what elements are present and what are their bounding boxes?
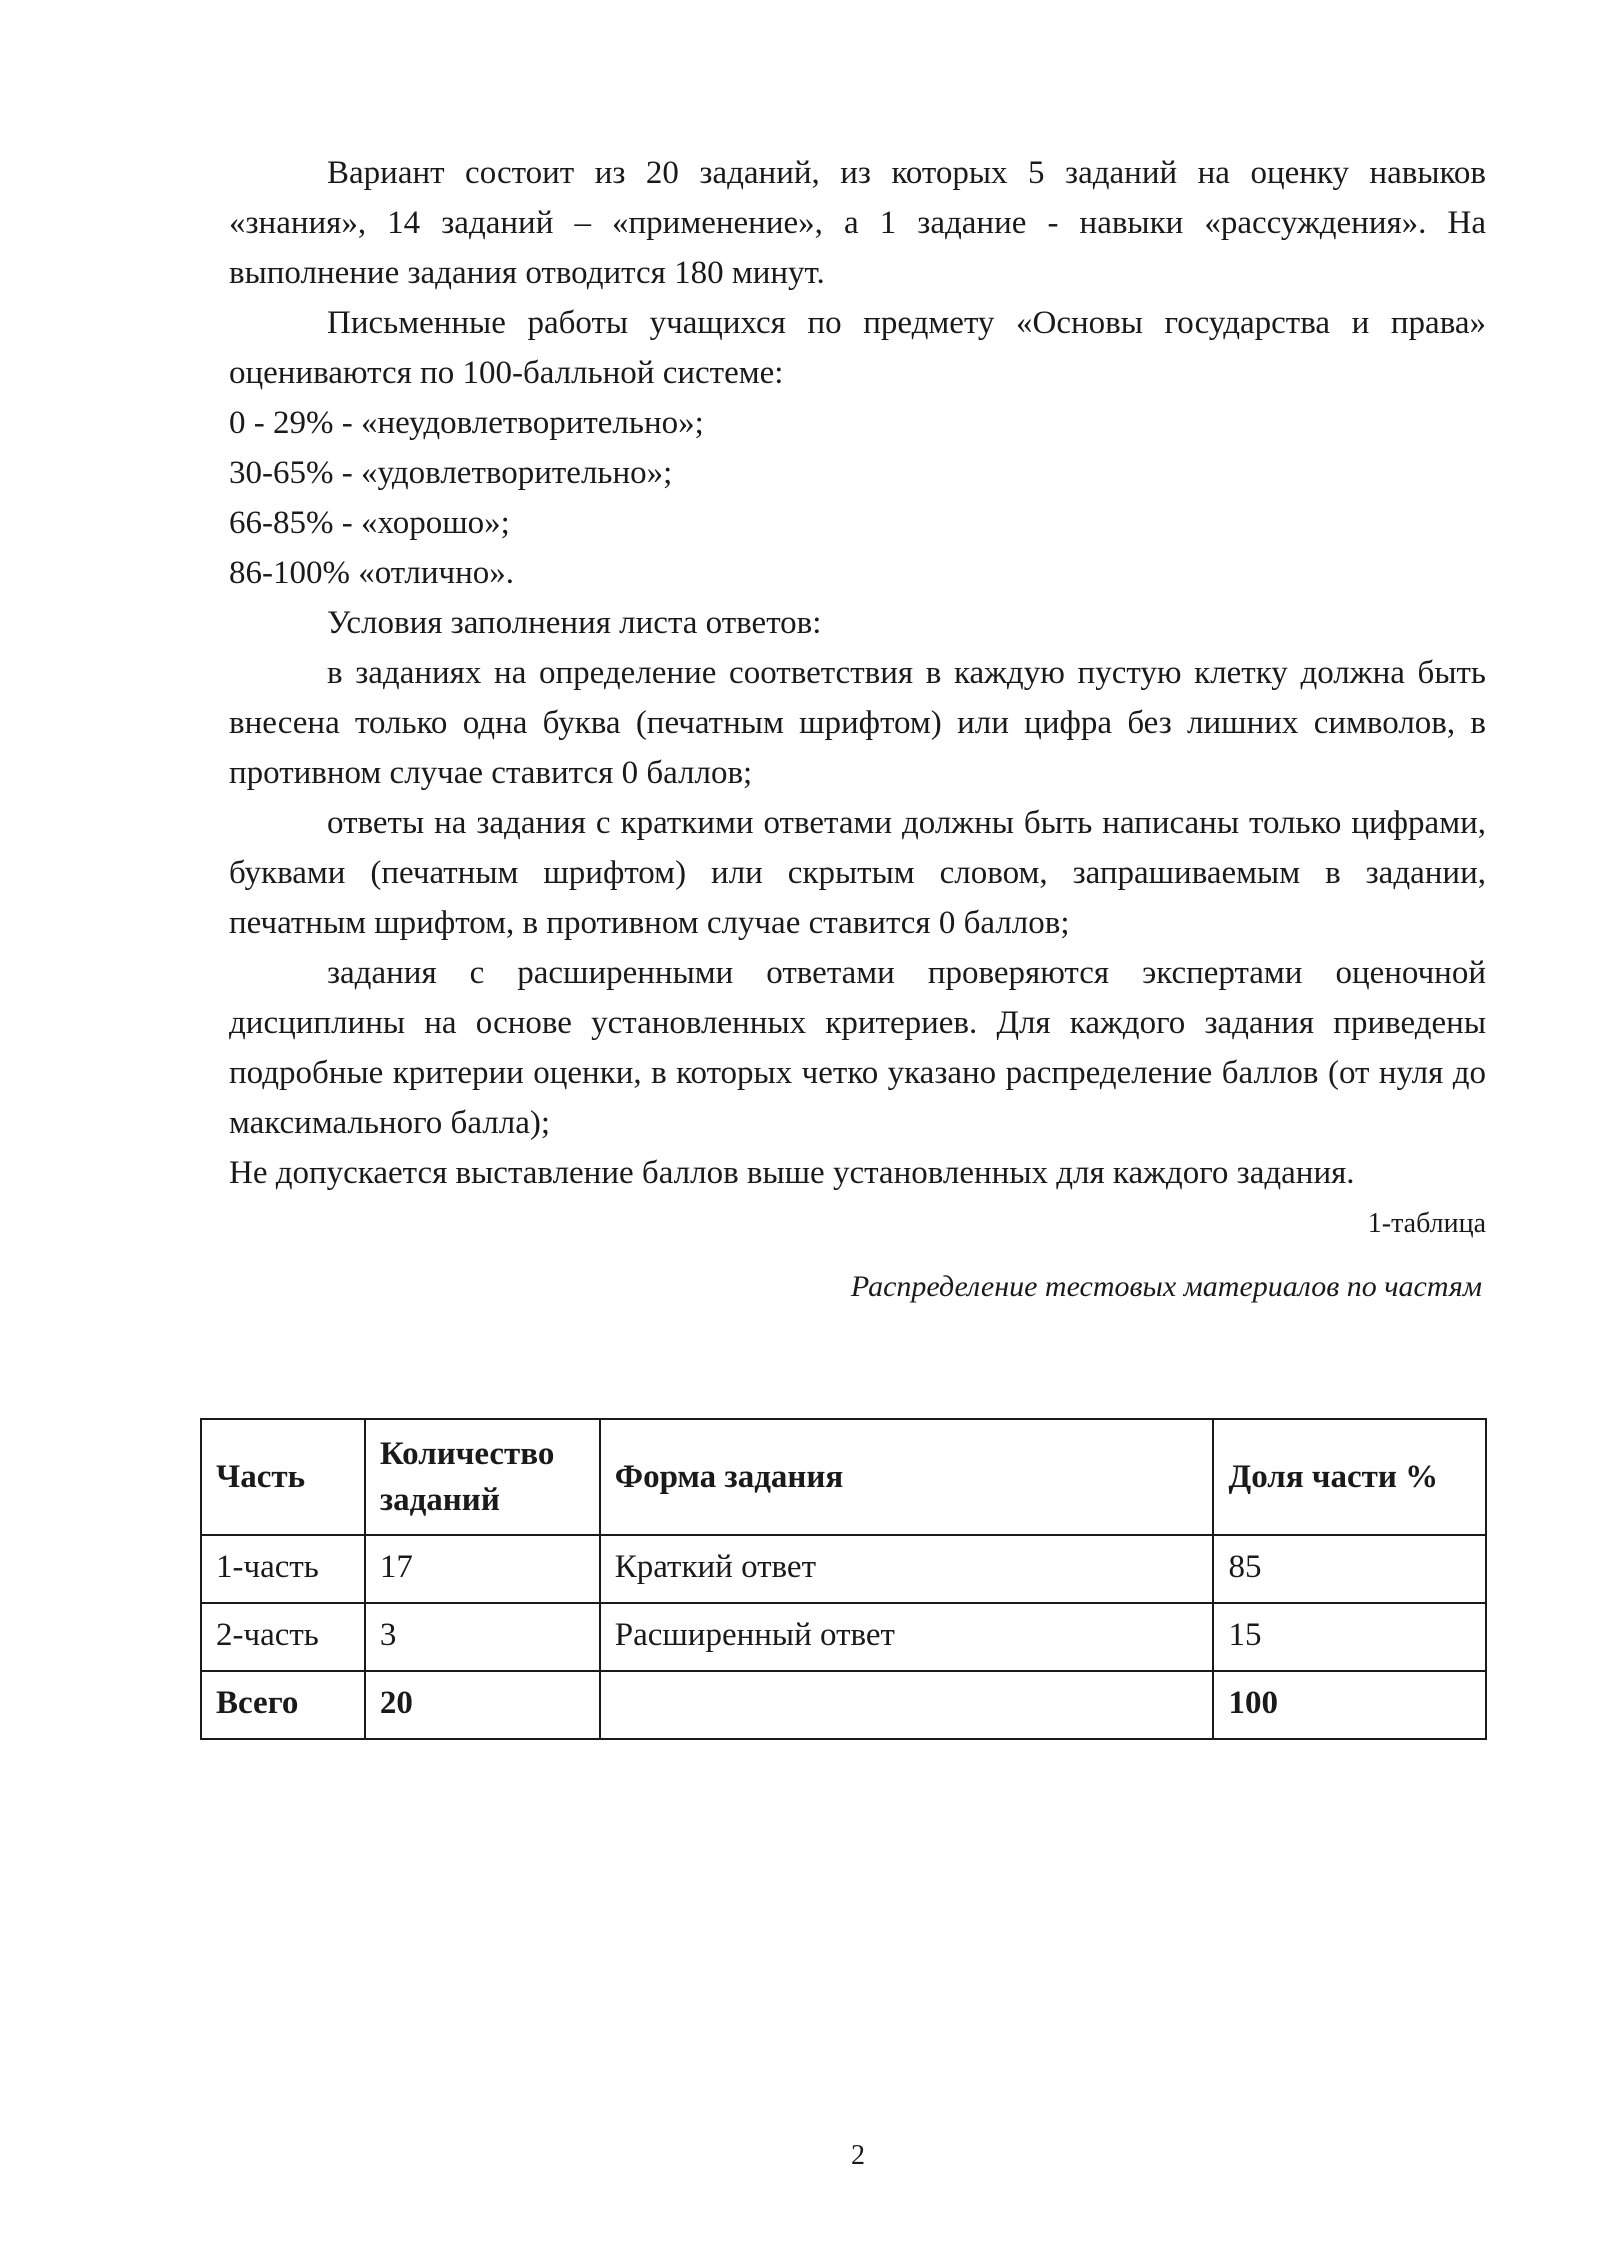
- table-total-row: [201, 1671, 1486, 1739]
- page-number: 2: [851, 2140, 865, 2171]
- paragraph-answer-sheet-conditions: Условия заполнения листа ответов:: [327, 605, 822, 641]
- paragraph-matching-tasks: в заданиях на определение соответствия в каждую пустую клетку должна быть внесена только одна буква (печатным шрифтом) или цифра без лишних символов, в противном случае ставится 0 баллов;: [229, 655, 1486, 791]
- cell-task-count: 17: [365, 1535, 600, 1603]
- cell-task-count: 3: [365, 1603, 600, 1671]
- header-task-count: Количество заданий: [365, 1419, 600, 1535]
- cell-total-share: 100: [1213, 1671, 1486, 1739]
- header-part-share: Доля части %: [1213, 1419, 1486, 1535]
- paragraph-variant-description: Вариант состоит из 20 заданий, из которых 5 заданий на оценку навыков «знания», 14 заданий – «применение», а 1 задание - навыки «рассуждения». На выполнение задания отводится 180 минут.: [229, 155, 1486, 291]
- table-row: [201, 1603, 1486, 1671]
- table-caption: Распределение тестовых материалов по частям: [850, 1270, 1482, 1303]
- table-header-row: [201, 1419, 1486, 1535]
- paragraph-grading-system: Письменные работы учащихся по предмету «Основы государства и права» оцениваются по 100-балльной системе:: [229, 305, 1486, 391]
- cell-total-form: [600, 1671, 1214, 1739]
- grade-line-good: 66-85% - «хорошо»;: [229, 505, 510, 541]
- table-row: [201, 1535, 1486, 1603]
- document-body: [229, 148, 1486, 1308]
- grade-line-satisfactory: 30-65% - «удовлетворительно»;: [229, 455, 673, 491]
- table-number: 1-таблица: [1367, 1208, 1486, 1239]
- grade-line-fail: 0 - 29% - «неудовлетворительно»;: [229, 405, 704, 441]
- header-part: Часть: [201, 1419, 365, 1535]
- cell-task-form: Краткий ответ: [600, 1535, 1214, 1603]
- paragraph-extended-answers: задания с расширенными ответами проверяются экспертами оценочной дисциплины на основе установленных критериев. Для каждого задания приведены подробные критерии оценки, в которых четко указано распределение баллов (от нуля до максимального балла);: [229, 955, 1486, 1141]
- cell-total-label: Всего: [201, 1671, 365, 1739]
- header-task-form: Форма задания: [600, 1419, 1214, 1535]
- cell-part-share: 15: [1213, 1603, 1486, 1671]
- cell-total-count: 20: [365, 1671, 600, 1739]
- cell-part: 2-часть: [201, 1603, 365, 1671]
- grade-line-excellent: 86-100% «отлично».: [229, 555, 515, 591]
- cell-task-form: Расширенный ответ: [600, 1603, 1214, 1671]
- cell-part: 1-часть: [201, 1535, 365, 1603]
- paragraph-short-answers: ответы на задания с краткими ответами должны быть написаны только цифрами, буквами (печатным шрифтом) или скрытым словом, запрашиваемым в задании, печатным шрифтом, в противном случае ставится 0 баллов;: [229, 805, 1486, 941]
- paragraph-score-limit: Не допускается выставление баллов выше установленных для каждого задания.: [229, 1155, 1355, 1191]
- distribution-table: [200, 1418, 1487, 1740]
- cell-part-share: 85: [1213, 1535, 1486, 1603]
